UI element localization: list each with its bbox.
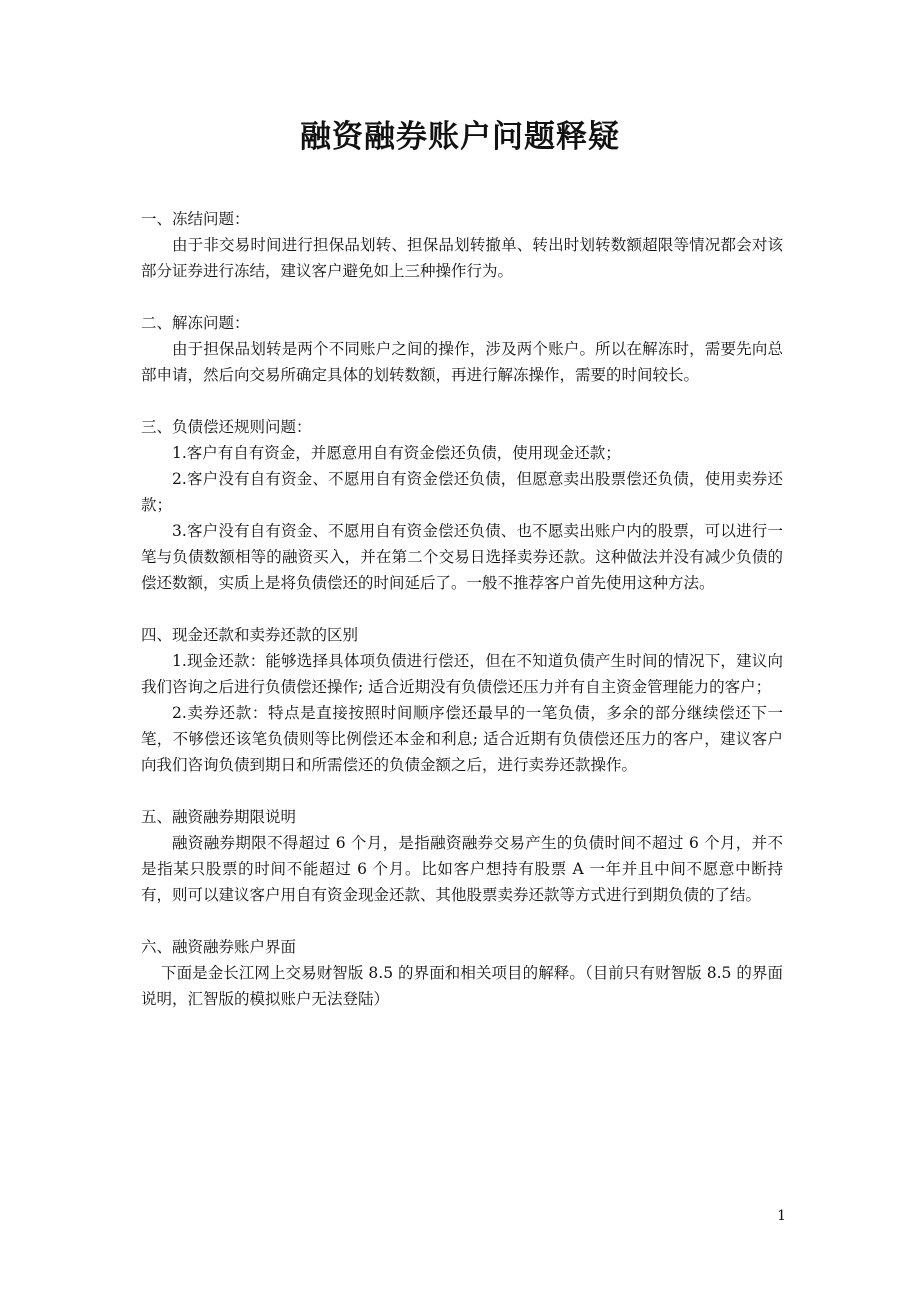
page-title: 融资融券账户问题释疑 bbox=[300, 119, 620, 155]
section-heading: 六、融资融券账户界面 bbox=[141, 938, 297, 956]
section-heading: 四、现金还款和卖券还款的区别 bbox=[141, 626, 359, 644]
page-number: 1 bbox=[777, 1208, 786, 1224]
paragraph: 下面是金长江网上交易财智版 8.5 的界面和相关项目的解释。（目前只有财智版 8.5 的界面说明，汇智版的模拟账户无法登陆） bbox=[141, 964, 783, 1008]
section-repayment-difference bbox=[141, 622, 783, 778]
section-repayment-rules bbox=[141, 414, 783, 596]
paragraph: 1.客户有自有资金，并愿意用自有资金偿还负债，使用现金还款； bbox=[172, 444, 621, 462]
paragraph: 融资融券期限不得超过 6 个月，是指融资融券交易产生的负债时间不超过 6 个月，并不是指某只股票的时间不能超过 6 个月。比如客户想持有股票 A 一年并且中间不愿意中断持有，则可以建议客户用自有资金现金还款、其他股票卖券还款等方式进行到期负债的了结。 bbox=[141, 834, 783, 904]
document-body bbox=[141, 206, 783, 1038]
paragraph: 3.客户没有自有资金、不愿用自有资金偿还负债、也不愿卖出账户内的股票，可以进行一笔与负债数额相等的融资买入，并在第二个交易日选择卖券还款。这种做法并没有减少负债的偿还数额，实质上是将负债偿还的时间延后了。一般不推荐客户首先使用这种方法。 bbox=[141, 522, 783, 592]
section-heading: 一、冻结问题： bbox=[141, 210, 250, 228]
paragraph: 由于非交易时间进行担保品划转、担保品划转撤单、转出时划转数额超限等情况都会对该部分证券进行冻结，建议客户避免如上三种操作行为。 bbox=[141, 236, 783, 280]
section-term bbox=[141, 804, 783, 908]
section-heading: 三、负债偿还规则问题： bbox=[141, 418, 312, 436]
section-unfreeze bbox=[141, 310, 783, 388]
paragraph: 2.客户没有自有资金、不愿用自有资金偿还负债，但愿意卖出股票偿还负债，使用卖券还款； bbox=[141, 470, 783, 514]
section-heading: 五、融资融券期限说明 bbox=[141, 808, 297, 826]
section-account-interface bbox=[141, 934, 783, 1012]
section-heading: 二、解冻问题： bbox=[141, 314, 250, 332]
paragraph: 由于担保品划转是两个不同账户之间的操作，涉及两个账户。所以在解冻时，需要先向总部申请，然后向交易所确定具体的划转数额，再进行解冻操作，需要的时间较长。 bbox=[141, 340, 783, 384]
paragraph: 1.现金还款：能够选择具体项负债进行偿还，但在不知道负债产生时间的情况下，建议向我们咨询之后进行负债偿还操作; 适合近期没有负债偿还压力并有自主资金管理能力的客户； bbox=[141, 652, 783, 696]
paragraph: 2.卖券还款：特点是直接按照时间顺序偿还最早的一笔负债，多余的部分继续偿还下一笔，不够偿还该笔负债则等比例偿还本金和利息; 适合近期有负债偿还压力的客户，建议客户向我们咨询负债到期日和所需偿还的负债金额之后，进行卖券还款操作。 bbox=[141, 704, 783, 774]
section-freeze bbox=[141, 206, 783, 284]
